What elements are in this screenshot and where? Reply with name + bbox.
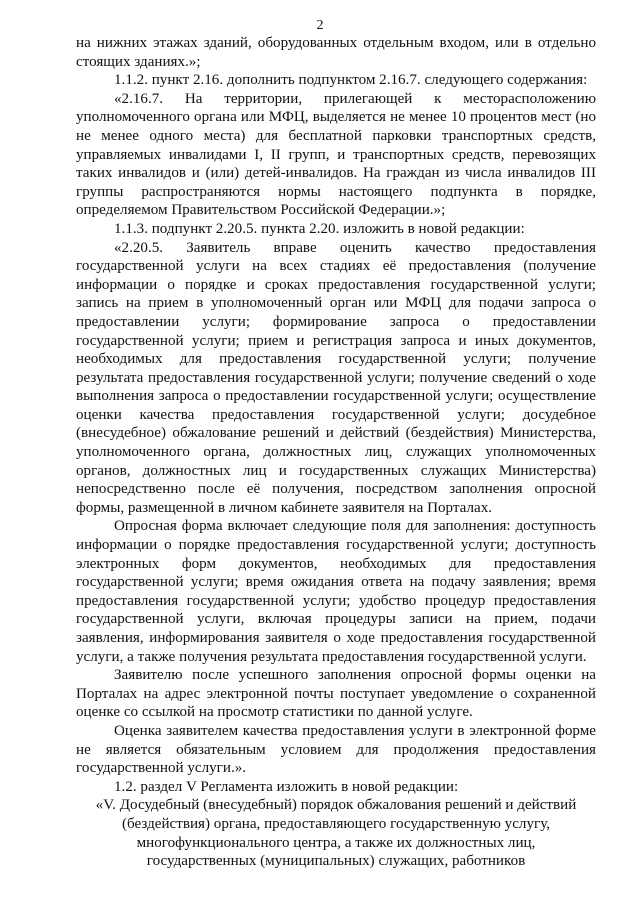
paragraph: 1.2. раздел V Регламента изложить в новой редакции: <box>114 778 459 795</box>
paragraph: на нижних этажах зданий, оборудованных отдельным входом, или в отдельно стоящих зданиях.»; <box>76 35 596 70</box>
paragraph: Оценка заявителем качества предоставления услуги в электронной форме не является обязательным условием для продолжения предоставления государственной услуги.». <box>76 722 596 777</box>
paragraph: «2.16.7. На территории, прилегающей к месторасположению уполномоченного органа или МФЦ, выделяется не менее 10 процентов мест (но не менее одного места) для бесплатной парковки транспортных средств, управляемых инвалидами I, II групп, и транспортных средств, перевозящих таких инвалидов и (или) детей-инвалидов. На граждан из числа инвалидов III группы распространяются нормы настоящего подпункта в порядке, определяемом Правительством Российской Федерации.»; <box>76 90 596 219</box>
paragraph: 1.1.3. подпункт 2.20.5. пункта 2.20. изложить в новой редакции: <box>114 220 525 237</box>
document-body <box>76 34 596 871</box>
section-heading: «V. Досудебный (внесудебный) порядок обжалования решений и действий (бездействия) органа, предоставляющего государственную услугу, многофункционального центра, а также их должностных лиц, государственных (муниципальных) служащих, работников <box>95 797 577 870</box>
paragraph: Заявителю после успешного заполнения опросной формы оценки на Порталах на адрес электронной почты поступает уведомление о сохраненной оценке со ссылкой на просмотр статистики по данной услуге. <box>76 667 596 721</box>
page-number: 2 <box>316 18 324 33</box>
paragraph: «2.20.5. Заявитель вправе оценить качество предоставления государственной услуги на всех стадиях её предоставления (получение информации о порядке и сроках предоставления государственной услуги; запись на прием в уполномоченный орган или МФЦ для подачи запроса о предоставлении услуги; формирование запроса о предоставлении государственной услуги; прием и регистрация запроса и иных документов, необходимых для предоставления государственной услуги; получение результата предоставления государственной услуги; получение сведений о ходе выполнения запроса о предоставлении государственной услуги; осуществление оценки качества предоставления государственной услуги; досудебное (внесудебное) обжалование решений и действий (бездействия) Министерства, уполномоченного органа, должностных лиц, служащих уполномоченных органов, должностных лиц и государственных служащих Министерства) непосредственно после её получения, посредством заполнения опросной формы, размещенной в личном кабинете заявителя на Порталах. <box>76 239 596 516</box>
paragraph: Опросная форма включает следующие поля для заполнения: доступность информации о порядке предоставления государственной услуги; доступность электронных форм документов, необходимых для предоставления государственной услуги; время ожидания ответа на подачу заявления; время предоставления государственной услуги; удобство процедур предоставления государственной услуги, включая процедуры записи на прием, подачи заявления, информирования заявителя о ходе предоставления государственной услуги, а также получения результата предоставления государственной услуги. <box>76 518 596 665</box>
paragraph: 1.1.2. пункт 2.16. дополнить подпунктом 2.16.7. следующего содержания: <box>114 72 588 89</box>
